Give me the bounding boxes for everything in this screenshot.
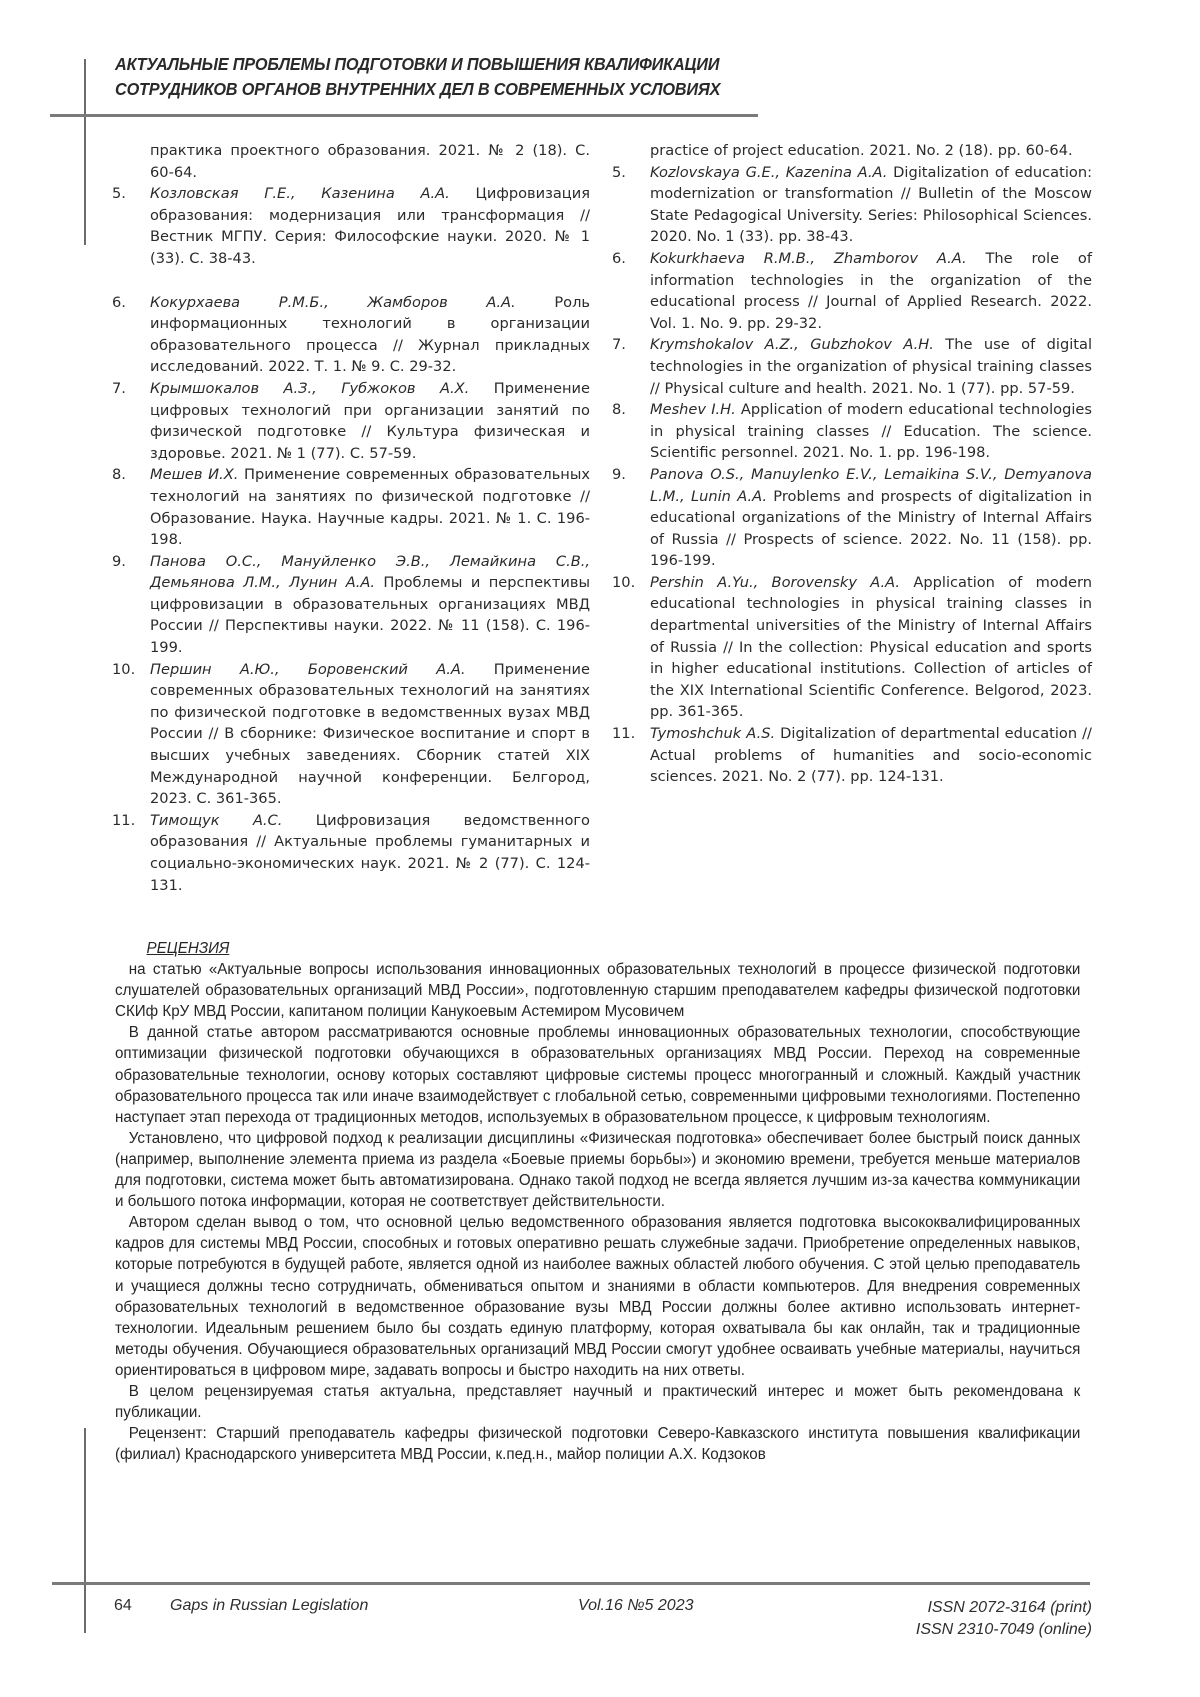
reference-number: 7. xyxy=(112,379,126,397)
reference-text: Цифровизация образования: модернизация или трансформация // Вестник МГПУ. Серия: Философские науки. 2020. № 1 (33). С. 38-43. xyxy=(150,185,590,267)
reference-text: The use of digital technologies in the organization of physical training classes // Physical culture and health. 2021. No. 1 (77). pp. 57-59. xyxy=(650,336,1092,397)
reference-number: 6. xyxy=(112,293,126,311)
reference-item xyxy=(112,292,590,378)
reference-authors: Першин А.Ю., Боровенский А.А. xyxy=(150,660,466,678)
references-ru-column xyxy=(112,140,590,896)
reference-number: 11. xyxy=(112,811,136,829)
reference-text: Роль информационных технологий в организации образовательного процесса // Журнал прикладных исследований. 2022. Т. 1. № 9. С. 29-32. xyxy=(150,293,591,376)
reference-authors: Мешев И.Х. xyxy=(150,466,239,484)
reference-authors: Krymshokalov A.Z., Gubzhokov A.H. xyxy=(650,336,934,354)
reference-item xyxy=(612,572,1092,723)
reference-authors: Kozlovskaya G.E., Kazenina A.A. xyxy=(650,163,888,181)
review-paragraph: Автором сделан вывод о том, что основной целью ведомственного образования является подготовка высококвалифицированных кадров для системы МВД России, способных и готовых оперативно решать служебные задачи. Приобретение определенных навыков, которые потребуются в будущей работе, является одной из наиболее важных областей любого обучения. С этой целью преподаватель и учащиеся должны тесно сотрудничать, обмениваться опытом и знаниями в области компьютеров. Для внедрения современных образовательных технологий в ведомственное образование вузы МВД России должны более активно использовать интернет-технологии. Идеальным решением было бы создать единую платформу, которая охватывала бы как онлайн, так и традиционные методы обучения. Обучающиеся образовательных организаций МВД России смогут удобнее осваивать учебные материалы, научиться ориентироваться в цифровом мире, задавать вопросы и быстро находить на них ответы. xyxy=(115,1214,1081,1379)
reference-item xyxy=(612,334,1092,399)
reference-authors: Meshev I.H. xyxy=(650,401,736,419)
reference-number: 9. xyxy=(612,465,626,483)
reference-text: Применение цифровых технологий при организации занятий по физической подготовке // Культура физическая и здоровье. 2021. № 1 (77). С. 57-59. xyxy=(150,379,590,462)
reference-item xyxy=(112,464,590,550)
references-en-column xyxy=(612,140,1092,788)
reference-number: 7. xyxy=(612,336,626,354)
review-paragraph: В целом рецензируемая статья актуальна, представляет научный и практический интерес и может быть рекомендована к публикации. xyxy=(115,1382,1081,1422)
reference-text: Digitalization of education: modernization or transformation // Bulletin of the Moscow State Pedagogical University. Series: Philosophical Sciences. 2020. No. 1 (33). pp. 38-43. xyxy=(650,163,1092,246)
reference-number: 9. xyxy=(112,552,126,570)
reference-authors: Tymoshchuk A.S. xyxy=(650,725,776,743)
issn-online: ISSN 2310-7049 (online) xyxy=(915,1621,1092,1638)
reference-authors: Козловская Г.Е., Казенина А.А. xyxy=(150,185,450,203)
review-paragraph: В данной статье автором рассматриваются основные проблемы инновационных образовательных технологии, способствующие оптимизации физической подготовки обучающихся в образовательных организациях МВД России. Переход на современные образовательные технологии, основу которых составляют цифровые системы процесс многогранный и сложный. Каждый участник образовательного процесса так или иначе взаимодействует с глобальной сетью, современными цифровыми технологиями. Постепенно наступает этап перехода от традиционных методов, используемых в образовательном процессе, к цифровым технологиям. xyxy=(115,1024,1081,1126)
issn-print: ISSN 2072-3164 (print) xyxy=(927,1599,1092,1616)
reference-number: 5. xyxy=(612,163,626,181)
reference-text: Digitalization of departmental education // Actual problems of humanities and socio-economic sciences. 2021. No. 2 (77). pp. 124-131. xyxy=(650,725,1092,786)
footer-horizontal-rule xyxy=(52,1582,1090,1585)
reference-text: Application of modern educational technologies in physical training classes in departmental universities of the Ministry of Internal Affairs of Russia // In the collection: Physical education and sports in higher educational institutions. Collection of articles of the XIX International Scientific Conference. Belgorod, 2023. pp. 361-365. xyxy=(650,573,1092,721)
review-paragraph: на статью «Актуальные вопросы использования инновационных образовательных технологий в процессе физической подготовки слушателей образовательных организаций МВД России», подготовленную старшим преподавателем кафедры физической подготовки СКИф КрУ МВД России, капитаном полиции Канукоевым Астемиром Мусовичем xyxy=(115,961,1081,1021)
reference-continuation: практика проектного образования. 2021. № 2 (18). С. 60-64. xyxy=(150,142,590,181)
journal-name: Gaps in Russian Legislation xyxy=(170,1597,369,1614)
page-number: 64 xyxy=(114,1597,132,1614)
reference-item xyxy=(612,162,1092,248)
reference-number: 10. xyxy=(612,573,636,591)
reference-text: The role of information technologies in the organization of the educational process // Journal of Applied Research. 2022. Vol. 1. No. 9. pp. 29-32. xyxy=(650,249,1092,332)
reference-item xyxy=(112,659,590,810)
reference-item xyxy=(112,551,590,659)
reference-item xyxy=(612,248,1092,334)
reference-number: 10. xyxy=(112,660,136,678)
running-head-line-2: СОТРУДНИКОВ ОРГАНОВ ВНУТРЕННИХ ДЕЛ В СОВРЕМЕННЫХ УСЛОВИЯХ xyxy=(115,79,721,99)
reference-number: 6. xyxy=(612,249,626,267)
reference-text: Problems and prospects of digitalization in educational organizations of the Ministry of Internal Affairs of Russia // Prospects of science. 2022. No. 11 (158). pp. 196-199. xyxy=(650,487,1092,570)
reference-item xyxy=(612,399,1092,464)
reference-number: 8. xyxy=(112,466,126,484)
reference-authors: Тимощук А.С. xyxy=(150,811,283,829)
reference-item xyxy=(112,378,590,464)
review-section xyxy=(115,938,1080,1465)
running-head xyxy=(115,52,952,102)
reference-item xyxy=(612,723,1092,788)
review-title: РЕЦЕНЗИЯ xyxy=(146,940,230,957)
reference-authors: Pershin A.Yu., Borovensky A.A. xyxy=(650,573,901,591)
bottom-vertical-rule xyxy=(84,1428,86,1633)
header-horizontal-rule xyxy=(50,114,758,117)
issn-block xyxy=(916,1597,1092,1641)
reference-text: Применение современных образовательных технологий на занятиях по физической подготовке в ведомственных вузах МВД России // В сборнике: Физическое воспитание и спорт в высших учебных заведениях. Сборник статей XIX Международной научной конференции. Белгород, 2023. С. 361-365. xyxy=(150,660,591,808)
reference-text: Цифровизация ведомственного образования // Актуальные проблемы гуманитарных и социально-экономических наук. 2021. № 2 (77). С. 124-131. xyxy=(150,811,590,894)
reference-number: 8. xyxy=(612,401,626,419)
reference-item xyxy=(112,810,590,896)
reference-item xyxy=(112,183,590,269)
reference-text: Application of modern educational technologies in physical training classes // Education. The science. Scientific personnel. 2021. No. 1. pp. 196-198. xyxy=(650,401,1092,462)
reference-number: 11. xyxy=(612,725,636,743)
reference-authors: Kokurkhaeva R.M.B., Zhamborov A.A. xyxy=(650,249,967,267)
reference-text: Применение современных образовательных технологий на занятиях по физической подготовке // Образование. Наука. Научные кадры. 2021. № 1. С. 196-198. xyxy=(150,466,590,549)
running-head-line-1: АКТУАЛЬНЫЕ ПРОБЛЕМЫ ПОДГОТОВКИ И ПОВЫШЕНИЯ КВАЛИФИКАЦИИ xyxy=(115,54,720,74)
review-paragraph: Установлено, что цифровой подход к реализации дисциплины «Физическая подготовка» обеспечивает более быстрый поиск данных (например, выполнение элемента приема из раздела «Боевые приемы борьбы») и экономию времени, требуется меньше материалов для подготовки, система может быть автоматизирована. Однако такой подход не всегда является лучшим из-за качества коммуникации и большого потока информации, которая не соответствует действительности. xyxy=(115,1129,1081,1211)
reference-authors: Панова О.С., Мануйленко Э.В., Лемайкина С.В., Демьянова Л.М., Лунин А.А. xyxy=(150,552,590,592)
volume-issue: Vol.16 №5 2023 xyxy=(578,1597,694,1614)
reference-authors: Кокурхаева Р.М.Б., Жамборов А.А. xyxy=(150,293,516,311)
reference-continuation: practice of project education. 2021. No. 2 (18). pp. 60-64. xyxy=(650,142,1073,159)
reference-number: 5. xyxy=(112,185,126,203)
reference-text: Проблемы и перспективы цифровизации в образовательных организациях МВД России // Перспективы науки. 2022. № 11 (158). С. 196-199. xyxy=(150,574,590,657)
reference-authors: Крымшокалов А.З., Губжоков А.Х. xyxy=(150,379,470,397)
reference-authors: Panova O.S., Manuylenko E.V., Lemaikina S.V., Demyanova L.M., Lunin A.A. xyxy=(650,465,1092,505)
top-vertical-rule xyxy=(84,59,86,245)
reviewer-signature: Рецензент: Старший преподаватель кафедры физической подготовки Северо-Кавказского института повышения квалификации (филиал) Краснодарского университета МВД России, к.пед.н., майор полиции А.Х. Кодзоков xyxy=(115,1425,1081,1464)
reference-item xyxy=(612,464,1092,572)
